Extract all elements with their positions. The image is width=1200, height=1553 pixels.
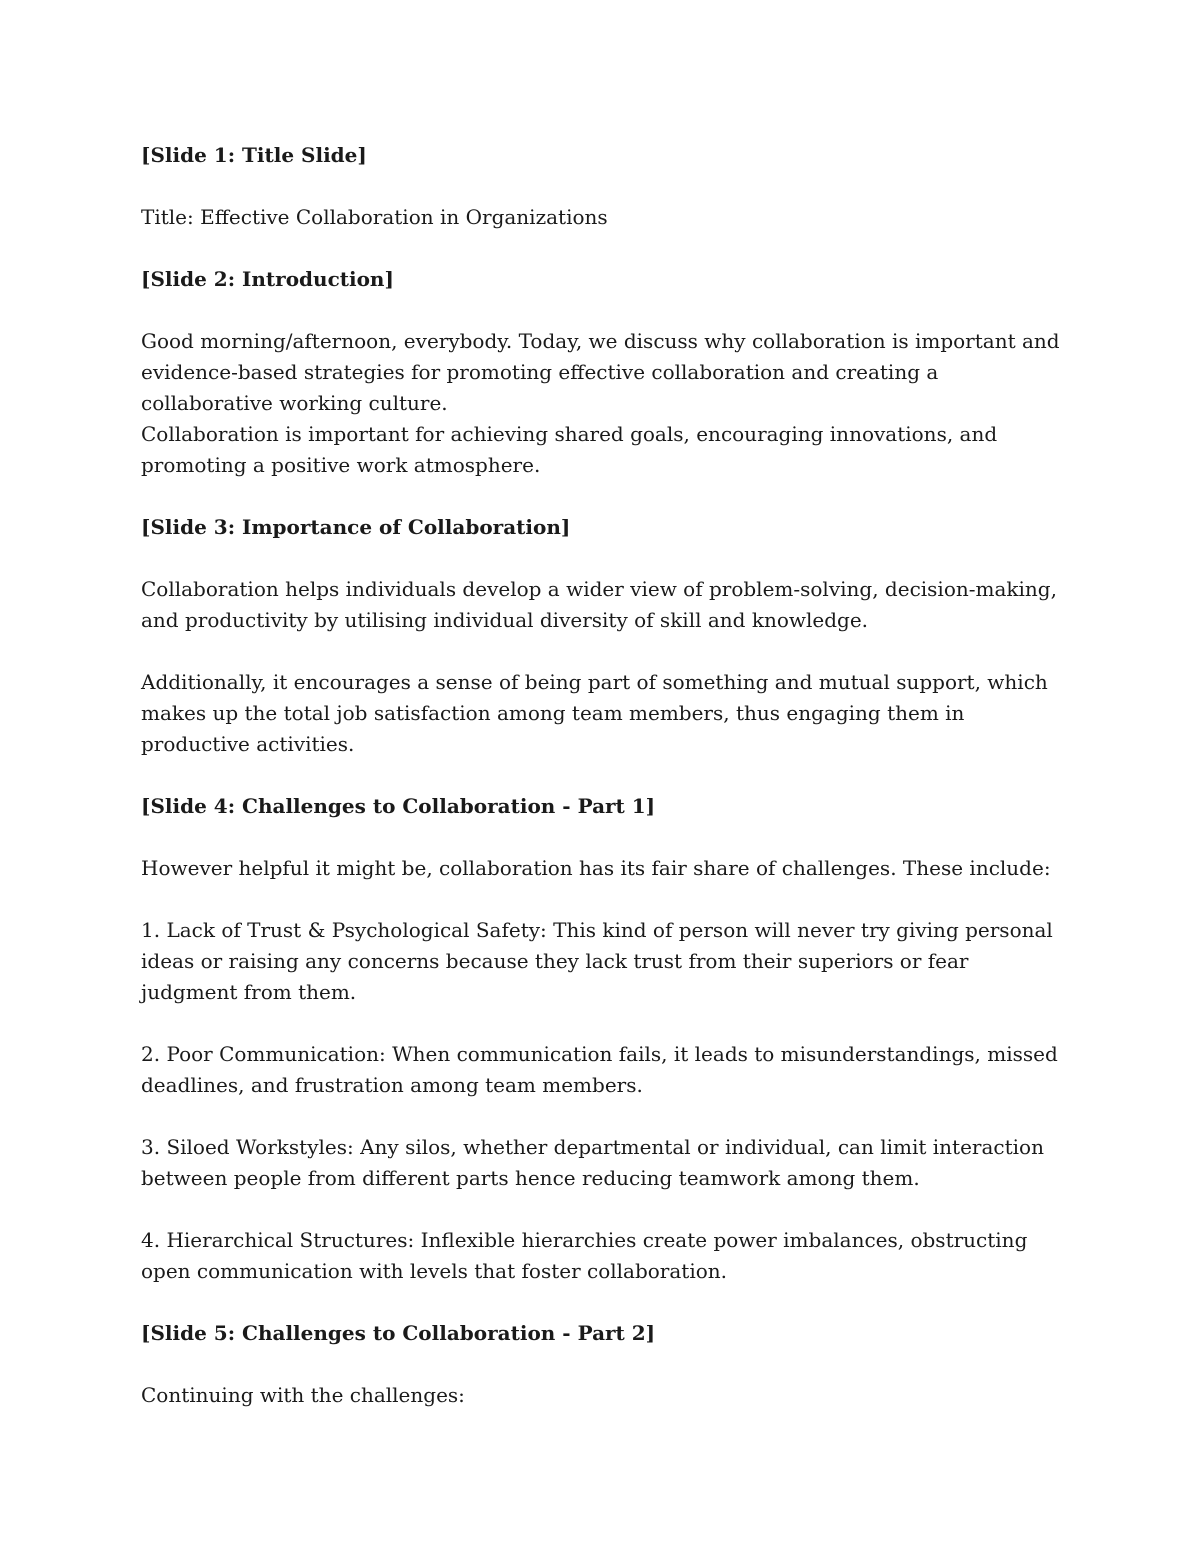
slide3-paragraph-1: Collaboration helps individuals develop a wider view of problem-solving, decision-making, and productivity by utilising individual diversity of skill and knowledge. xyxy=(141,577,1057,632)
slide2-paragraph-2: Collaboration is important for achieving shared goals, encouraging innovations, and promoting a positive work atmosphere. xyxy=(141,422,998,477)
slide4-list-item: 1. Lack of Trust & Psychological Safety: This kind of person will never try giving personal ideas or raising any concerns because they lack trust from their superiors or fear judgment from them. xyxy=(141,918,1053,1004)
slide5-heading: [Slide 5: Challenges to Collaboration - Part 2] xyxy=(141,1321,656,1345)
slide4-heading: [Slide 4: Challenges to Collaboration - Part 1] xyxy=(141,794,656,818)
slide3-paragraph-2: Additionally, it encourages a sense of being part of something and mutual support, which makes up the total job satisfaction among team members, thus engaging them in productive activities. xyxy=(141,670,1048,756)
slide4-list-item: 4. Hierarchical Structures: Inflexible hierarchies create power imbalances, obstructing open communication with levels that foster collaboration. xyxy=(141,1228,1028,1283)
slide4-intro: However helpful it might be, collaboration has its fair share of challenges. These include: xyxy=(141,856,1051,880)
slide2-paragraph-1: Good morning/afternoon, everybody. Today, we discuss why collaboration is important and evidence-based strategies for promoting effective collaboration and creating a collaborative working culture. xyxy=(141,329,1060,415)
slide2-heading: [Slide 2: Introduction] xyxy=(141,267,394,291)
slide4-list-item: 3. Siloed Workstyles: Any silos, whether departmental or individual, can limit interaction between people from different parts hence reducing teamwork among them. xyxy=(141,1135,1044,1190)
document-body xyxy=(141,140,1061,1442)
slide1-title-line: Title: Effective Collaboration in Organizations xyxy=(141,205,608,229)
slide3-heading: [Slide 3: Importance of Collaboration] xyxy=(141,515,571,539)
slide5-intro: Continuing with the challenges: xyxy=(141,1383,465,1407)
slide4-list-item: 2. Poor Communication: When communication fails, it leads to misunderstandings, missed deadlines, and frustration among team members. xyxy=(141,1042,1058,1097)
slide1-heading: [Slide 1: Title Slide] xyxy=(141,143,367,167)
